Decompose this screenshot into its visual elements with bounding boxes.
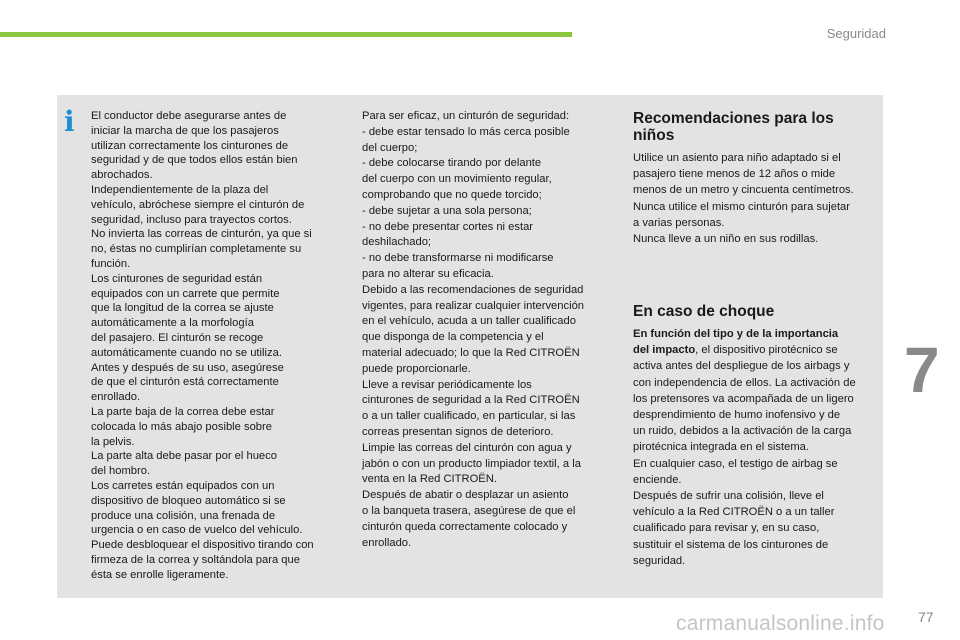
crash-heading: En caso de choque	[633, 303, 775, 320]
seatbelt-usage-text: El conductor debe asegurarse antes de iniciar la marcha de que los pasajeros utilizan correctamente los cinturones de seguridad y de que todos ellos están bien abrochados. Independientemente de la plaza del vehículo, abróchese siempre el cinturón de seguridad, incluso para trayectos cortos. No invierta las correas de cinturón, ya que si no, éstas no cumplirían completamente su función. Los cinturones de seguridad están equipados con un carrete que permite que la longitud de la correa se ajuste automáticamente a la morfología del pasajero. El cinturón se recoge automáticamente cuando no se utiliza. Antes y después de su uso, asegúrese de que el cinturón está correctamente enrollado. La parte baja de la correa debe estar colocada lo más abajo posible sobre la pelvis. La parte alta debe pasar por el hueco del hombro. Los carretes están equipados con un dispositivo de bloqueo automático si se produce una colisión, una frenada de urgencia o en caso de vuelco del vehículo. Puede desbloquear el dispositivo tirando con firmeza de la correa y soltándola para que ésta se enrolle ligeramente.	[91, 110, 314, 581]
children-recommendations-heading: Recomendaciones para los niños	[633, 110, 834, 144]
section-title: Seguridad	[826, 26, 886, 41]
crash-text-body: , el dispositivo pirotécnico se activa antes del despliegue de los airbags y con independencia de ellos. La activación de los pretensores va acompañada de un ligero desprendimiento de humo inofensivo y de un ruido, debidos a la activación de la carga pirotécnica integrada en el sistema. En cualquier caso, el testigo de airbag se enciende. Después de sufrir una colisión, lleve el vehículo a la Red CITROËN o a un taller cualificado para revisar y, en su caso, sustituir el sistema de los cinturones de seguridad.	[633, 344, 856, 567]
watermark[interactable]: carmanualsonline.info	[676, 612, 885, 635]
info-icon: i	[64, 105, 75, 138]
page-number: 77	[918, 609, 934, 625]
crash-text	[633, 326, 883, 569]
header-accent-bar	[0, 32, 572, 37]
children-recommendations-text: Utilice un asiento para niño adaptado si el pasajero tiene menos de 12 años o mide menos de un metro y cincuenta centímetros. Nunca utilice el mismo cinturón para sujetar a varias personas. Nunca lleve a un niño en sus rodillas.	[633, 152, 854, 246]
crash-text-lead: En función del tipo y de la importancia del impacto	[633, 328, 839, 357]
chapter-number: 7	[904, 334, 940, 406]
seatbelt-efficacy-text: Para ser eficaz, un cinturón de seguridad: - debe estar tensado lo más cerca posible del cuerpo; - debe colocarse tirando por delante del cuerpo con un movimiento regular, comprobando que no quede torcido; - debe sujetar a una sola persona; - no debe presentar cortes ni estar deshilachado; - no debe transformarse ni modificarse para no alterar su eficacia. Debido a las recomendaciones de seguridad vigentes, para realizar cualquier intervención en el vehículo, acuda a un taller cualificado que disponga de la competencia y el material adecuado; lo que la Red CITROËN puede proporcionarle. Lleve a revisar periódicamente los cinturones de seguridad a la Red CITROËN o a un taller cualificado, en particular, si las correas presentan signos de deterioro. Limpie las correas del cinturón con agua y jabón o con un producto limpiador textil, a la venta en la Red CITROËN. Después de abatir o desplazar un asiento o la banqueta trasera, asegúrese de que el cinturón queda correctamente colocado y enrollado.	[362, 110, 585, 549]
